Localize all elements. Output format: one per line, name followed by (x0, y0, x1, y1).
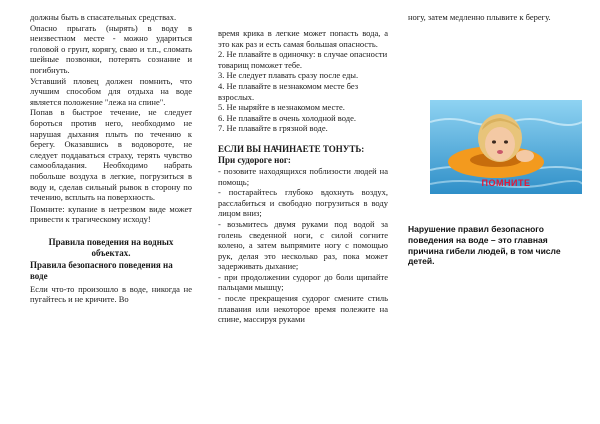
cramp-step: - при продолжении судорог до боли щипайте пальцами мышцу; (218, 271, 388, 293)
rule-item: 3. Не следует плавать сразу после еды. (218, 70, 359, 81)
rule-item: 5. Не ныряйте в незнакомом месте. (218, 102, 345, 113)
caption-main-cause: Нарушение правил безопасного поведения на воде – это главная причина гибели людей, в том числе детей. (408, 224, 561, 267)
paragraph-diving-danger: Опасно прыгать (нырять) в воду в неизвестном месте - можно удариться головой о грунт, корягу, сваю и т.п., сломать шейные позвонки, потерять сознание и погибнуть. (30, 22, 192, 75)
paragraph-swim-to-shore: ногу, затем медленно плывите к берегу. (408, 12, 551, 22)
heading-safe-behavior: Правила безопасного поведения на воде (30, 259, 173, 281)
rule-item: 2. Не плавайте в одиночку: в случае опасности товарищ поможет тебе. (218, 49, 388, 70)
cramp-step: - после прекращения судорог смените стиль плавания или некоторое время полежите на спине, массируя руками (218, 293, 388, 325)
column-left (30, 12, 192, 305)
column-right (408, 12, 574, 23)
paragraph-life-jackets: должны быть в спасательных средствах. (30, 12, 177, 22)
remember-label: ПОМНИТЕ (481, 178, 531, 188)
rule-item: 6. Не плавайте в очень холодной воде. (218, 112, 356, 123)
cramp-step: - позовите находящихся поблизости людей на помощь; (218, 165, 388, 187)
rule-item: 4. Не плавайте в незнакомом месте без взрослых. (218, 80, 359, 102)
cramp-step: - постарайтесь глубоко вдохнуть воздух, расслабиться и свободно погрузиться в воду лицом вниз; (218, 187, 388, 219)
paragraph-current: Попав в быстрое течение, не следует бороться против него, необходимо не нарушая дыхания плыть по течению к берегу. Оказавшись в водовороте, не следует поддаваться страху, терять чувство самообладания. Необходимо набрать побольше воздуха в легкие, погрузиться в воду и, сделав сильный рывок в сторону по течению, всплыть на поверхность. (30, 107, 192, 203)
heading-water-rules: Правила поведения на водных объектах. (48, 236, 174, 258)
paragraph-dont-panic: Если что-то произошло в воде, никогда не пугайтесь и не кричите. Во (30, 283, 192, 305)
subheading-cramps: При судорогe ног: (218, 154, 291, 165)
cramp-step: - возьмитесь двумя руками под водой за голень сведенной ноги, с силой согните колено, а затем выпрямите ногу с помощью рук, делая это несколько раз, пока может задерживать дыхание; (218, 218, 388, 272)
heading-drowning: ЕСЛИ ВЫ НАЧИНАЕТЕ ТОНУТЬ: (218, 143, 365, 154)
rule-item: 7. Не плавайте в грязной воде. (218, 123, 328, 134)
paragraph-warning-alcohol: Помните: купание в нетрезвом виде может привести к трагическому исходу! (30, 203, 192, 225)
child-in-swim-ring-photo (430, 100, 582, 194)
paragraph-scream-danger: время крика в легкие может попасть вода, а это как раз и есть самая большая опасность. (218, 28, 388, 49)
column-middle (218, 28, 388, 325)
paragraph-rest-on-back: Уставший пловец должен помнить, что лучшим способом для отдыха на воде является положение "лежа на спине". (30, 75, 192, 107)
